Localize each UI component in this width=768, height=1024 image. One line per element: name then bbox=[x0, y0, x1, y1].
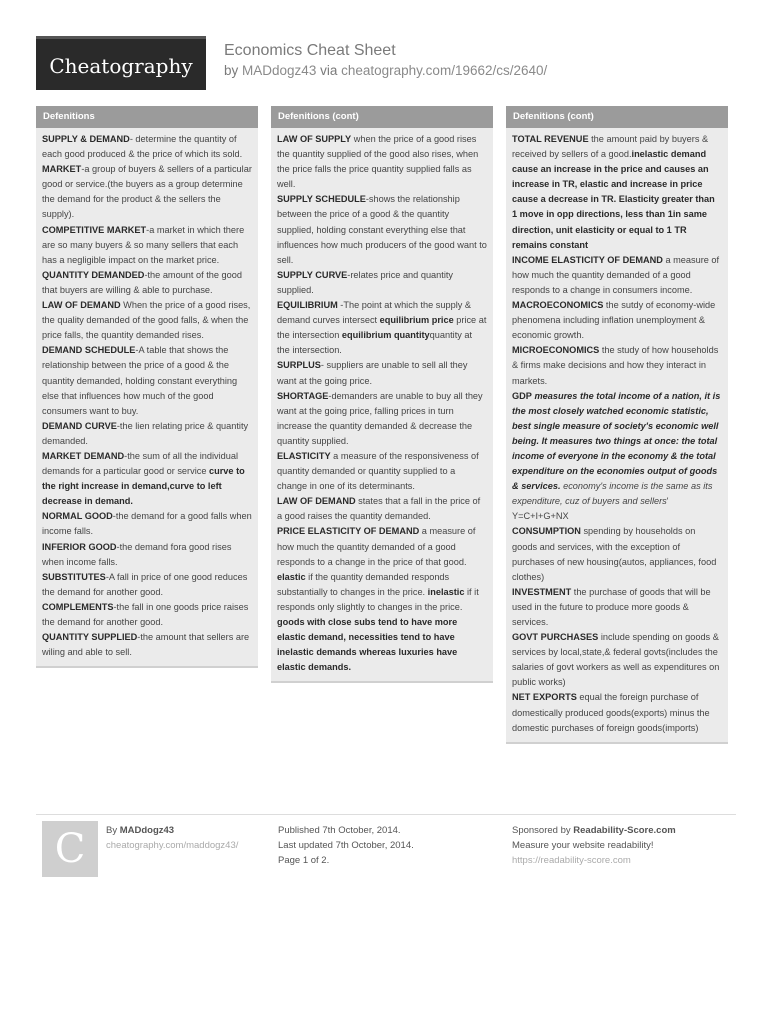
term: MARKET DEMAND bbox=[42, 450, 125, 461]
definition: spending by households on goods and services, with the exception of purchases of new housing(autos, appliances, food clothes) bbox=[512, 526, 717, 582]
definition-entry bbox=[42, 268, 252, 298]
term: NET EXPORTS bbox=[512, 692, 577, 703]
term: DEMAND CURVE bbox=[42, 420, 117, 431]
term: QUANTITY SUPPLIED bbox=[42, 632, 138, 643]
cheatography-logo[interactable]: Cheatography bbox=[36, 36, 206, 90]
term: GDP bbox=[512, 390, 532, 401]
definition: -the fall in one goods price raises the demand for another good. bbox=[42, 601, 249, 627]
term: COMPLEMENTS bbox=[42, 601, 114, 612]
definition: -the amount of the good that buyers are willing & able to purchase. bbox=[42, 269, 242, 295]
definition-entry bbox=[42, 449, 252, 509]
via-label: via bbox=[320, 63, 338, 78]
term: INVESTMENT bbox=[512, 586, 572, 597]
definition-entry bbox=[512, 132, 722, 253]
definition-entry bbox=[512, 690, 722, 735]
updated-date: Last updated 7th October, 2014. bbox=[278, 840, 414, 851]
definition-entry bbox=[277, 298, 487, 358]
emphasis: inelastic demand cause an increase in the price and causes an increase in TR, elastic and increase in price cause a decrease in TR. Elasticity greater than 1 move in opp directions, less than 1in same direction, unit elasticity or equal to 1 TR remains constant bbox=[512, 149, 715, 250]
term: LAW OF DEMAND bbox=[277, 496, 356, 507]
term: EQUILIBRIUM bbox=[277, 300, 338, 311]
emphasis: elastic bbox=[277, 571, 306, 582]
definition-entry bbox=[277, 494, 487, 524]
term: PRICE ELASTICITY OF DEMAND bbox=[277, 526, 420, 537]
column-heading: Defenitions bbox=[36, 106, 258, 128]
emphasis: inelastic bbox=[427, 586, 465, 597]
definition-entry bbox=[42, 298, 252, 343]
definition: -shows the relationship between the price of a good & the quantity supplied, holding constant everything else that influences how much producers of the good want to sell. bbox=[277, 194, 487, 265]
definition: quantity at the intersection. bbox=[277, 330, 473, 356]
column-heading: Defenitions (cont) bbox=[271, 106, 493, 128]
column-3 bbox=[506, 106, 728, 744]
definition-entry bbox=[512, 524, 722, 584]
term: SUBSTITUTES bbox=[42, 571, 106, 582]
term: CONSUMPTION bbox=[512, 526, 581, 537]
definition-entry bbox=[512, 253, 722, 298]
definition: -the sum of all the individual demands for a particular good or service bbox=[42, 450, 239, 477]
term: SUPPLY SCHEDULE bbox=[277, 194, 366, 205]
definition-entry bbox=[42, 223, 252, 268]
term: DEMAND SCHEDULE bbox=[42, 345, 136, 356]
definition-entry bbox=[42, 419, 252, 449]
term: SHORTAGE bbox=[277, 390, 329, 401]
definition: -the demand for a good falls when income falls. bbox=[42, 511, 252, 537]
definition: the purchase of goods that will be used in the future to produce more goods & services. bbox=[512, 586, 711, 627]
definition: if it responds only slightly to changes in the price. bbox=[277, 586, 479, 612]
definition-entry bbox=[277, 449, 487, 494]
sponsored-label: Sponsored by bbox=[512, 825, 571, 836]
definition: -a market in which there are so many buyers & so many sellers that each has a negligible impact on the market price. bbox=[42, 224, 245, 265]
definition-entry bbox=[512, 389, 722, 525]
emphasis: goods with close subs tend to have more elastic demand, necessities tend to have inelastic demands whereas luxuries have elastic demands. bbox=[277, 617, 458, 673]
definition-entry bbox=[42, 600, 252, 630]
byline bbox=[224, 63, 547, 78]
italic-note: economy's income is the same as its expenditure, cuz of buyers and sellers bbox=[512, 481, 713, 507]
column-heading: Defenitions (cont) bbox=[506, 106, 728, 128]
definition: a measure of the responsiveness of quantity demanded or quantity supplied to a change in one of its determinants. bbox=[277, 450, 479, 492]
definition: if the quantity demanded responds substantially to changes in the price. bbox=[277, 571, 450, 597]
sponsor-tagline: Measure your website readability! bbox=[512, 840, 654, 851]
emphasis: curve to the right increase in demand,curve to left decrease in demand. bbox=[42, 466, 245, 507]
emphasis: measures the total income of a nation, it is the most closely watched economic statistic, best single measure of society's economic well being. It measures two things at once: the total income of everyone in the economy & the total expenditure on the economies output of goods & services. bbox=[512, 390, 721, 492]
definition: -The point at which the supply & demand curves intersect bbox=[277, 300, 472, 326]
term: INCOME ELASTICITY OF DEMAND bbox=[512, 254, 663, 265]
term: GOVT PURCHASES bbox=[512, 632, 599, 643]
page-title: Economics Cheat Sheet bbox=[224, 42, 396, 59]
by-label: By bbox=[106, 825, 118, 836]
definition-entry bbox=[277, 358, 487, 388]
term: SUPPLY CURVE bbox=[277, 269, 348, 280]
term: LAW OF SUPPLY bbox=[277, 134, 352, 144]
emphasis: equilibrium price bbox=[379, 315, 454, 326]
footer-author bbox=[106, 823, 238, 853]
definition-entry bbox=[277, 268, 487, 298]
definition: ' Y=C+I+G+NX bbox=[512, 496, 669, 522]
definition: when the price of a good rises the quantity supplied of the good also rises, when the price falls the price quantity supplied falls as well. bbox=[277, 134, 479, 190]
definition-entry bbox=[42, 132, 252, 162]
term: ELASTICITY bbox=[277, 450, 331, 461]
definition-entry bbox=[42, 162, 252, 222]
definition: the sutdy of economy-wide phenomena including inflation unemployment & economic growth. bbox=[512, 300, 716, 341]
footer-dates bbox=[278, 823, 414, 868]
column-body bbox=[506, 128, 728, 744]
definition: equal the foreign purchase of domestically produced goods(exports) minus the domestic purchases of foreign goods(imports) bbox=[512, 692, 710, 733]
definition-entry bbox=[512, 298, 722, 343]
column-2 bbox=[271, 106, 493, 683]
term: TOTAL REVENUE bbox=[512, 134, 589, 144]
definition: -A table that shows the relationship between the price of a good & the quantity demanded, holding constant everything else that influences how much of the good consumers want to buy. bbox=[42, 345, 238, 416]
definition-entry bbox=[277, 389, 487, 449]
definition: When the price of a good rises, the quality demanded of the good falls, & when the price falls, the quantity demanded rises. bbox=[42, 300, 251, 341]
footer bbox=[36, 814, 736, 884]
definition: the study of how households & firms make decisions and how they interact in markets. bbox=[512, 345, 719, 386]
column-body bbox=[271, 128, 493, 683]
column-body bbox=[36, 128, 258, 668]
definition-entry bbox=[42, 570, 252, 600]
term: MARKET bbox=[42, 164, 82, 175]
definition-entry bbox=[277, 132, 487, 192]
sheet-url-link[interactable]: cheatography.com/19662/cs/2640/ bbox=[341, 63, 548, 78]
emphasis: equilibrium quantity bbox=[341, 330, 430, 341]
author-link[interactable]: MADdogz43 bbox=[119, 825, 175, 836]
header bbox=[36, 36, 736, 90]
definition: -a group of buyers & sellers of a particular good or service.(the buyers as a group determine the demand for the product & the sellers the supply). bbox=[42, 164, 252, 220]
definition: -the demand fora good rises when income falls. bbox=[42, 541, 232, 567]
definition-entry bbox=[42, 343, 252, 418]
definition: the amount paid by buyers & received by sellers of a good. bbox=[512, 134, 709, 160]
page-number: Page 1 of 2. bbox=[278, 855, 330, 866]
definition-entry bbox=[512, 343, 722, 388]
definition: -A fall in price of one good reduces the demand for another good. bbox=[42, 571, 248, 597]
definition: -the amount that sellers are wiling and able to sell. bbox=[42, 632, 250, 658]
term: MICROECONOMICS bbox=[512, 345, 600, 356]
term: INFERIOR GOOD bbox=[42, 541, 117, 552]
term: NORMAL GOOD bbox=[42, 511, 113, 522]
by-label: by bbox=[224, 63, 239, 78]
definition-entry bbox=[277, 192, 487, 267]
author-link[interactable]: MADdogz43 bbox=[242, 63, 317, 78]
sponsor-url-link[interactable]: https://readability-score.com bbox=[512, 855, 631, 866]
definition: states that a fall in the price of a good raises the quantity demanded. bbox=[277, 496, 481, 522]
definition: - determine the quantity of each good produced & the price of which its sold. bbox=[42, 134, 243, 160]
definition: -demanders are unable to buy all they want at the going price, falling prices in turn increase the quantity demanded & decrease the quantity supplied. bbox=[277, 390, 483, 446]
definition: -relates price and quantity supplied. bbox=[277, 269, 454, 295]
definition: price at the intersection bbox=[277, 315, 487, 341]
definition: include spending on goods & services by local,state,& federal govts(includes the salaries of govt workers as well as expenditures on public works) bbox=[512, 632, 720, 688]
definition-entry bbox=[512, 630, 722, 690]
term: QUANTITY DEMANDED bbox=[42, 269, 145, 280]
column-1 bbox=[36, 106, 258, 668]
term: SURPLUS bbox=[277, 360, 321, 371]
sponsor-link[interactable]: Readability-Score.com bbox=[573, 825, 676, 836]
definition-entry bbox=[277, 524, 487, 675]
avatar[interactable]: C bbox=[42, 821, 98, 877]
footer-sponsor bbox=[512, 823, 676, 868]
author-url-link[interactable]: cheatography.com/maddogz43/ bbox=[106, 840, 239, 851]
definition-entry bbox=[42, 509, 252, 539]
definition: a measure of how much the quantity demanded of a good responds to a change in the price of that good. bbox=[277, 526, 476, 567]
definition-entry bbox=[42, 630, 252, 660]
term: MACROECONOMICS bbox=[512, 300, 604, 311]
definition: -the lien relating price & quantity demanded. bbox=[42, 420, 249, 446]
published-date: Published 7th October, 2014. bbox=[278, 825, 401, 836]
term: LAW OF DEMAND bbox=[42, 300, 121, 311]
term: SUPPLY & DEMAND bbox=[42, 134, 130, 144]
term: COMPETITIVE MARKET bbox=[42, 224, 147, 235]
definition: - suppliers are unable to sell all they want at the going price. bbox=[277, 360, 468, 386]
definition-entry bbox=[42, 540, 252, 570]
definition: a measure of how much the quantity demanded of a good responds to a change in consumers income. bbox=[512, 254, 720, 295]
definition-entry bbox=[512, 585, 722, 630]
